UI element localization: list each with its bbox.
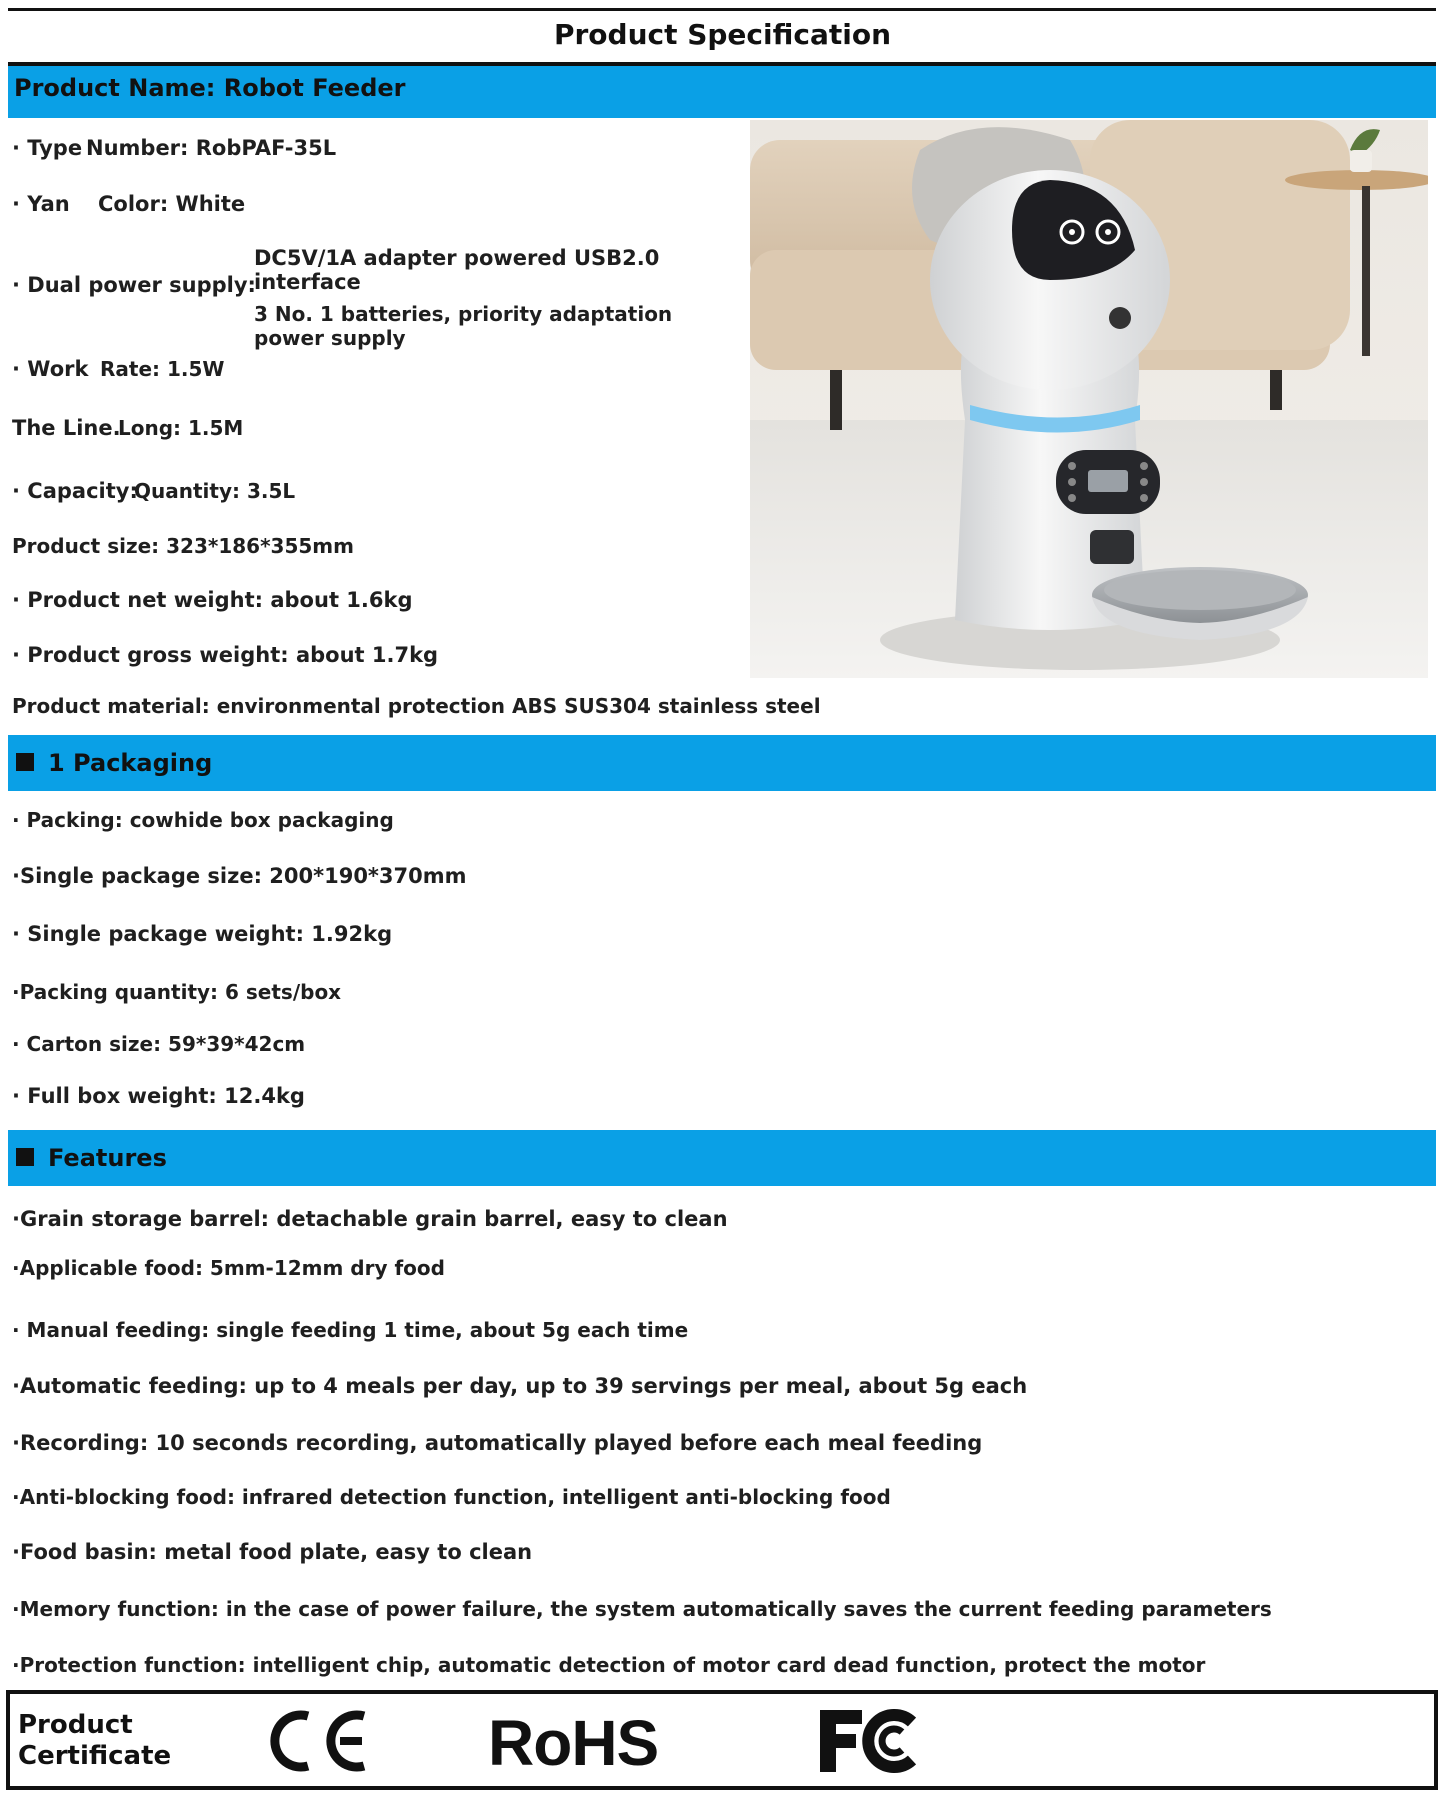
spec-power-line2: interface (254, 270, 361, 294)
feature-item: ·Applicable food: 5mm-12mm dry food (12, 1256, 445, 1280)
top-rule (8, 8, 1436, 11)
spec-capacity-value: Quantity: 3.5L (134, 479, 296, 503)
spec-net-weight: · Product net weight: about 1.6kg (12, 588, 413, 612)
feature-item: ·Recording: 10 seconds recording, automatically played before each meal feeding (12, 1431, 983, 1455)
packaging-heading-text: 1 Packaging (48, 749, 213, 777)
certificate-label (18, 1710, 171, 1772)
spec-gross-weight: · Product gross weight: about 1.7kg (12, 643, 439, 667)
page-title: Product Specification (553, 18, 892, 51)
certificate-label-line1: Product (18, 1710, 133, 1740)
ce-mark (264, 1708, 374, 1774)
ce-mark-icon (264, 1708, 374, 1774)
feature-item: ·Anti-blocking food: infrared detection function, intelligent anti-blocking food (12, 1485, 891, 1509)
robot-feeder-illustration (750, 120, 1428, 678)
spec-power-line4: power supply (254, 326, 406, 350)
spec-color-value: Color: White (98, 192, 246, 216)
spec-type-value: Number: RobPAF-35L (86, 136, 337, 160)
feature-item: ·Grain storage barrel: detachable grain barrel, easy to clean (12, 1207, 728, 1231)
features-heading-text: Features (48, 1144, 167, 1172)
spec-type (12, 136, 336, 160)
packaging-band (8, 735, 1436, 791)
spec-line-label: The Line. (12, 416, 121, 440)
spec-line-value: Long: 1.5M (118, 416, 244, 440)
square-bullet-icon (16, 753, 34, 771)
features-band (8, 1130, 1436, 1186)
spec-power-line1: DC5V/1A adapter powered USB2.0 (254, 246, 660, 270)
certificate-label-line2: Certificate (18, 1741, 172, 1771)
spec-color (12, 192, 245, 216)
spec-work (12, 357, 224, 381)
fc-mark (816, 1706, 926, 1776)
packaging-item: · Full box weight: 12.4kg (12, 1084, 305, 1108)
spec-capacity (12, 479, 295, 503)
spec-power-line3: 3 No. 1 batteries, priority adaptation (254, 302, 673, 326)
features-heading (16, 1144, 167, 1172)
certificate-box (6, 1690, 1438, 1790)
fcc-mark-icon (816, 1706, 926, 1776)
spec-work-value: Rate: 1.5W (100, 357, 225, 381)
spec-size: Product size: 323*186*355mm (12, 534, 354, 558)
packaging-item: · Packing: cowhide box packaging (12, 808, 394, 832)
feature-item: ·Memory function: in the case of power failure, the system automatically saves the current feeding parameters (12, 1597, 1272, 1621)
product-photo (750, 120, 1428, 678)
packaging-item: ·Single package size: 200*190*370mm (12, 864, 467, 888)
packaging-item: ·Packing quantity: 6 sets/box (12, 980, 342, 1004)
feature-item: ·Food basin: metal food plate, easy to clean (12, 1540, 533, 1564)
spec-work-label: · Work (12, 357, 89, 381)
square-bullet-icon (16, 1148, 34, 1166)
packaging-heading (16, 749, 212, 777)
feature-item: · Manual feeding: single feeding 1 time, about 5g each time (12, 1318, 689, 1342)
spec-power-label: · Dual power supply: (12, 273, 256, 297)
packaging-item: · Single package weight: 1.92kg (12, 922, 393, 946)
spec-material: Product material: environmental protection ABS SUS304 stainless steel (12, 694, 821, 718)
packaging-item: · Carton size: 59*39*42cm (12, 1032, 306, 1056)
spec-capacity-label: · Capacity: (12, 479, 138, 503)
spec-color-label: · Yan (12, 192, 70, 216)
spec-line (12, 416, 243, 440)
feature-item: ·Automatic feeding: up to 4 meals per day, up to 39 servings per meal, about 5g each (12, 1374, 1028, 1398)
product-name: Product Name: Robot Feeder (14, 74, 406, 102)
spec-type-label: · Type (12, 136, 83, 160)
rohs-mark: RoHS (488, 1707, 659, 1779)
feature-item: ·Protection function: intelligent chip, automatic detection of motor card dead function, protect the motor (12, 1653, 1206, 1677)
product-name-band (8, 66, 1436, 118)
